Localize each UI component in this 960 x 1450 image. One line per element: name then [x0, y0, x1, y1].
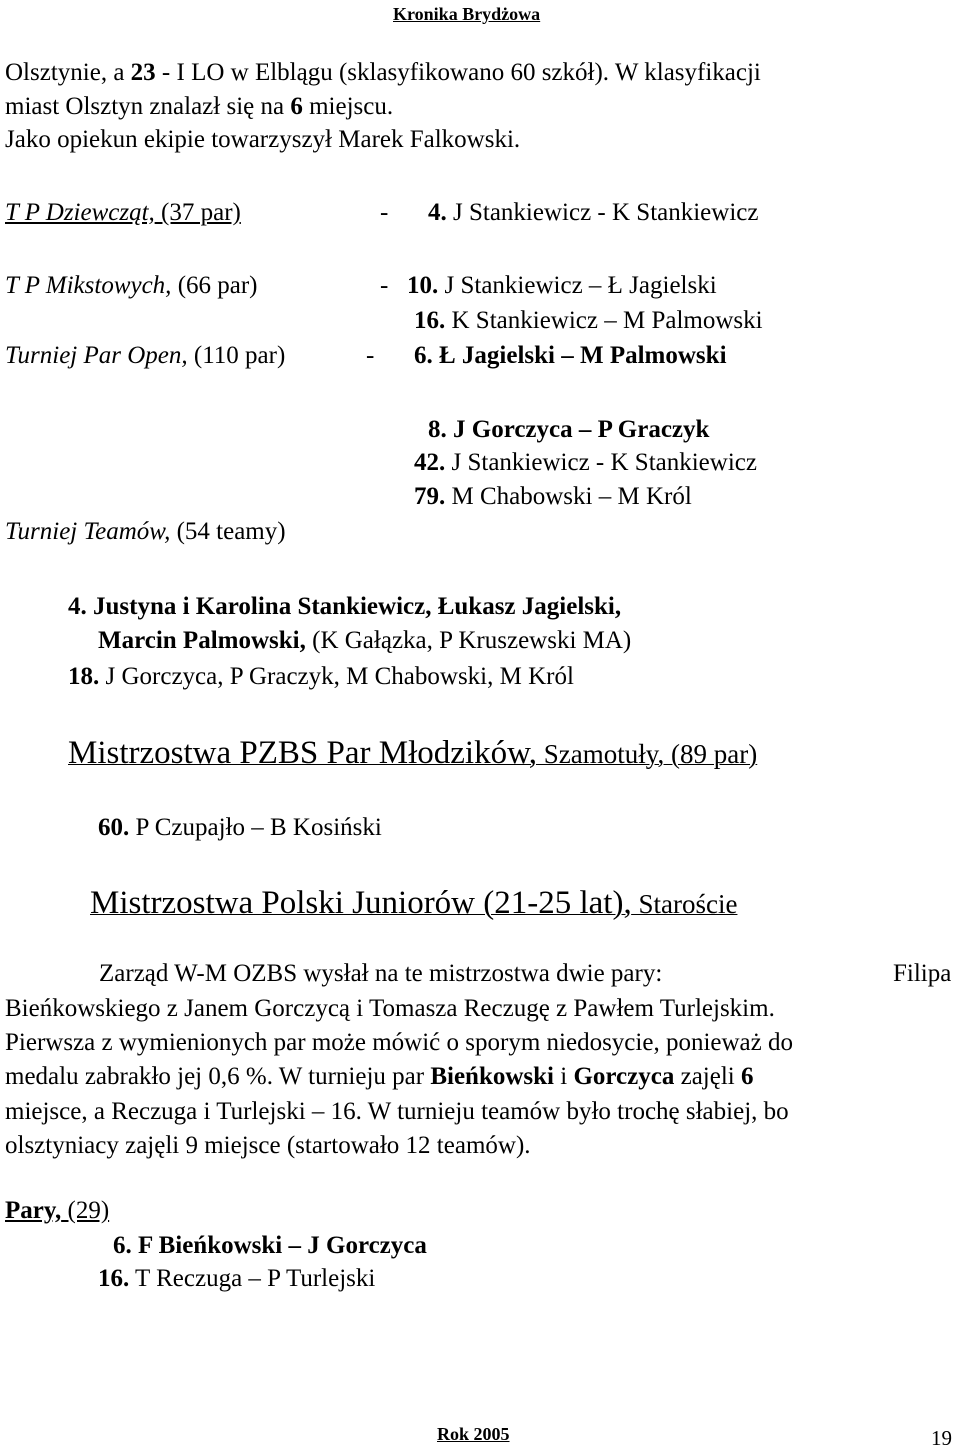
paragraph-line-4: medalu zabrakło jej 0,6 %. W turnieju par Bieńkowski i Gorczyca zajęli 6 — [5, 1063, 754, 1090]
running-header: Kronika Brydżowa — [393, 4, 541, 24]
mlodzikow-heading: Mistrzostwa PZBS Par Młodzików, Szamotuły, (89 par) — [68, 735, 758, 771]
tp-mikstowych-heading: T P Mikstowych, (66 par) — [5, 272, 258, 299]
par-open-heading: Turniej Par Open, (110 par) — [5, 342, 286, 369]
tp-dziewczat-dash: - — [380, 199, 389, 226]
footer-year: Rok 2005 — [437, 1424, 510, 1444]
par-open-dash: - — [366, 342, 375, 369]
paragraph-line-1b: Filipa — [893, 960, 952, 987]
teamy-heading: Turniej Teamów, (54 teamy) — [5, 518, 286, 545]
teamy-result-3: 79. M Chabowski – M Król — [414, 483, 692, 510]
tp-mikstowych-result-2: 16. K Stankiewicz – M Palmowski — [414, 307, 763, 334]
paragraph-line-1a: Zarząd W-M OZBS wysłał na te mistrzostwa dwie pary: — [99, 960, 663, 987]
intro-line-3: Jako opiekun ekipie towarzyszył Marek Falkowski. — [5, 126, 521, 153]
page-number: 19 — [931, 1426, 952, 1450]
mlodzikow-result: 60. P Czupajło – B Kosiński — [98, 814, 382, 841]
paragraph-line-5: miejsce, a Reczuga i Turlejski – 16. W turnieju teamów było trochę słabiej, bo — [5, 1098, 789, 1125]
pary-heading: Pary, (29) — [5, 1197, 110, 1224]
teamy-result-1: 8. J Gorczyca – P Graczyk — [428, 416, 710, 443]
juniorow-heading: Mistrzostwa Polski Juniorów (21-25 lat), Staroście — [90, 885, 738, 921]
team-result-1-line-2: Marcin Palmowski, (K Gałązka, P Kruszewski MA) — [98, 627, 632, 654]
paragraph-line-3: Pierwsza z wymienionych par może mówić o sporym niedosycie, ponieważ do — [5, 1029, 793, 1056]
tp-mikstowych-dash: - — [380, 272, 389, 299]
paragraph-line-6: olsztyniacy zajęli 9 miejsce (startowało 12 teamów). — [5, 1132, 531, 1159]
paragraph-line-2: Bieńkowskiego z Janem Gorczycą i Tomasza Reczugę z Pawłem Turlejskim. — [5, 995, 775, 1022]
tp-dziewczat-heading: T P Dziewcząt, (37 par) — [5, 199, 241, 226]
teamy-result-2: 42. J Stankiewicz - K Stankiewicz — [414, 449, 757, 476]
pary-result-1: 6. F Bieńkowski – J Gorczyca — [113, 1232, 427, 1259]
team-result-1-line-1: 4. Justyna i Karolina Stankiewicz, Łukasz Jagielski, — [68, 593, 622, 620]
par-open-result: 6. Ł Jagielski – M Palmowski — [414, 342, 727, 369]
pary-result-2: 16. T Reczuga – P Turlejski — [98, 1265, 376, 1292]
intro-line-2: miast Olsztyn znalazł się na 6 miejscu. — [5, 93, 394, 120]
tp-dziewczat-result: 4. J Stankiewicz - K Stankiewicz — [428, 199, 759, 226]
tp-mikstowych-result-1: 10. J Stankiewicz – Ł Jagielski — [407, 272, 717, 299]
team-result-2: 18. J Gorczyca, P Graczyk, M Chabowski, M Król — [68, 663, 574, 690]
intro-line-1: Olsztynie, a 23 - I LO w Elblągu (sklasyfikowano 60 szkół). W klasyfikacji — [5, 59, 761, 86]
